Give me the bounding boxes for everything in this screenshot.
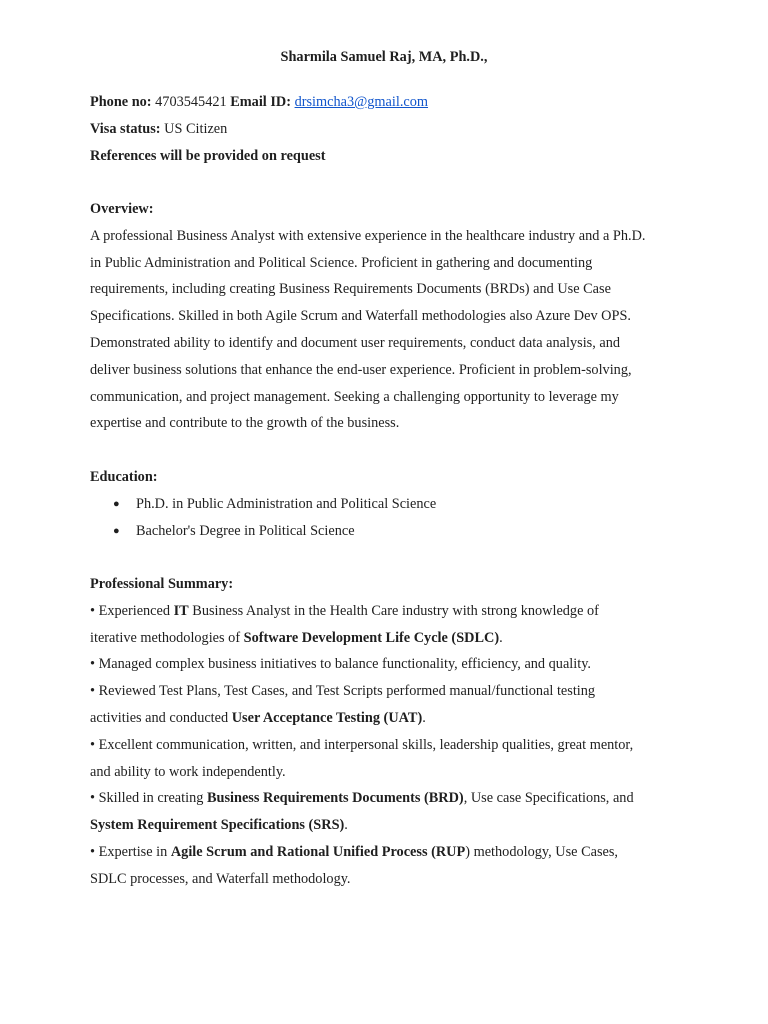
- list-item: [90, 518, 690, 545]
- summary-line: • Experienced IT Business Analyst in the Health Care industry with strong knowledge of: [90, 602, 599, 619]
- summary-line: • Excellent communication, written, and interpersonal skills, leadership qualities, great mentor,: [90, 736, 634, 753]
- email-label: Email ID:: [230, 94, 291, 110]
- bullet-icon: ●: [113, 498, 120, 510]
- summary-line: activities and conducted User Acceptance Testing (UAT).: [90, 709, 426, 726]
- summary-heading: Professional Summary:: [90, 576, 234, 592]
- summary-line: • Managed complex business initiatives to balance functionality, efficiency, and quality.: [90, 656, 592, 673]
- overview-line: requirements, including creating Business Requirements Documents (BRDs) and Use Case: [90, 281, 611, 298]
- overview-line: communication, and project management. Seeking a challenging opportunity to leverage my: [90, 388, 619, 405]
- contact-section: [90, 89, 690, 169]
- summary-line: iterative methodologies of Software Development Life Cycle (SDLC).: [90, 629, 503, 646]
- overview-line: expertise and contribute to the growth of the business.: [90, 415, 400, 432]
- education-heading-block: [90, 464, 690, 491]
- resume-name-heading: Sharmila Samuel Raj, MA, Ph.D.,: [280, 49, 488, 65]
- summary-line: • Reviewed Test Plans, Test Cases, and Test Scripts performed manual/functional testing: [90, 683, 596, 700]
- email-link[interactable]: drsimcha3@gmail.com: [294, 94, 429, 110]
- education-list: [90, 491, 690, 545]
- education-item: Ph.D. in Public Administration and Political Science: [136, 496, 437, 512]
- overview-line: in Public Administration and Political Science. Proficient in gathering and documenting: [90, 254, 593, 271]
- overview-heading: Overview:: [90, 201, 154, 217]
- education-heading: Education:: [90, 469, 158, 485]
- references-note: References will be provided on request: [90, 147, 326, 164]
- summary-line: • Expertise in Agile Scrum and Rational Unified Process (RUP) methodology, Use Cases,: [90, 843, 618, 860]
- visa-value: US Citizen: [160, 120, 228, 137]
- bullet-icon: ●: [113, 524, 120, 537]
- overview-line: deliver business solutions that enhance the end-user experience. Proficient in problem-solving,: [90, 361, 632, 378]
- overview-section: [90, 196, 690, 437]
- summary-line: SDLC processes, and Waterfall methodology.: [90, 870, 351, 887]
- contact-line: [90, 89, 690, 116]
- summary-line: and ability to work independently.: [90, 763, 286, 780]
- summary-line: • Skilled in creating Business Requirements Documents (BRD), Use case Specifications, and: [90, 790, 634, 807]
- visa-line: [90, 116, 690, 143]
- education-item: Bachelor's Degree in Political Science: [136, 522, 355, 539]
- phone-label: Phone no:: [90, 94, 152, 110]
- professional-summary-section: [90, 571, 690, 893]
- visa-label: Visa status:: [90, 120, 161, 137]
- overview-line: Specifications. Skilled in both Agile Scrum and Waterfall methodologies also Azure Dev OPS.: [90, 308, 631, 325]
- overview-line: Demonstrated ability to identify and document user requirements, conduct data analysis, and: [90, 334, 621, 351]
- list-item: [90, 491, 690, 518]
- phone-value: 4703545421: [151, 94, 231, 110]
- overview-line: A professional Business Analyst with extensive experience in the healthcare industry and a Ph.D.: [90, 227, 646, 244]
- summary-line: System Requirement Specifications (SRS).: [90, 817, 348, 834]
